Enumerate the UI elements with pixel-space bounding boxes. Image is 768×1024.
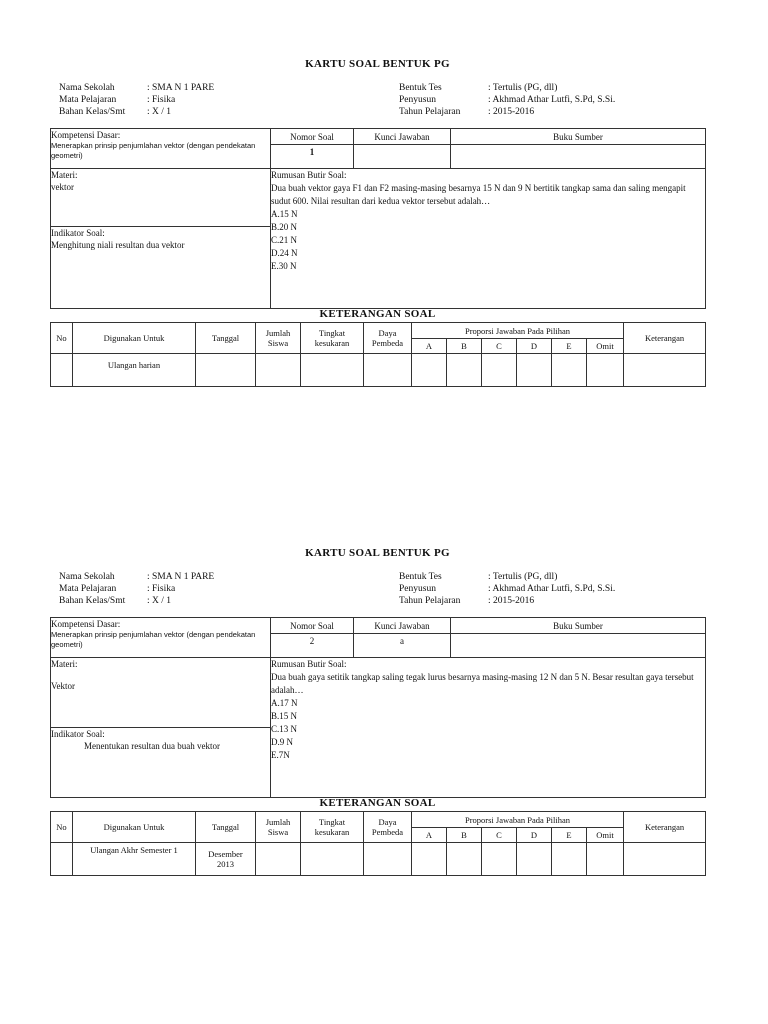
keterangan-table [50,322,706,387]
rumusan-cell [271,169,706,309]
ket-cell [412,843,447,876]
rumusan-text: Dua buah gaya setitik tangkap saling tegak lurus besarnya masing-masing 12 N dan 5 N. Besar resultan gaya tersebut adalah… [271,672,694,695]
ket-header-tingkat: Tingkat kesukaran [301,323,364,354]
keterangan-title: KETERANGAN SOAL [319,797,436,809]
ket-header-tanggal: Tanggal [196,323,256,354]
ket-row-digunakan: Ulangan Akhr Semester 1 [73,843,196,876]
ket-cell [364,354,412,387]
meta-label: Bentuk Tes [399,83,442,93]
indikator-label: Indikator Soal: [51,729,105,739]
ket-header-tanggal: Tanggal [196,812,256,843]
question-card-2 [50,547,705,877]
ket-row-tanggal: Desember 2013 [196,843,256,876]
materi-label: Materi: [51,170,78,180]
meta-label: Nama Sekolah [59,83,115,93]
ket-header-jumlah: Jumlah Siswa [256,812,301,843]
ket-row-tanggal [196,354,256,387]
ket-cell [587,354,624,387]
question-table [50,617,706,798]
option-e: E.30 N [271,261,297,271]
materi-label: Materi: [51,659,78,669]
meta-label: Bahan Kelas/Smt [59,107,126,117]
meta-value: : SMA N 1 PARE [147,572,215,582]
meta-value: : Akhmad Athar Lutfi, S.Pd, S.Si. [488,95,616,105]
meta-value: : 2015-2016 [488,107,535,117]
ket-cell [301,843,364,876]
meta-left [59,571,214,607]
meta-right [399,82,615,118]
ket-cell [552,843,587,876]
ket-cell [624,354,706,387]
kompetensi-cell [51,129,271,169]
ket-cell [517,843,552,876]
materi-value: Vektor [51,681,75,691]
ket-opt-e: E [552,828,587,843]
buku-sumber-value [451,145,706,169]
indikator-cell [51,728,271,798]
indikator-label: Indikator Soal: [51,228,105,238]
rumusan-label: Rumusan Butir Soal: [271,659,347,669]
option-c: C.21 N [271,235,298,245]
ket-row-no [51,843,73,876]
meta-label: Tahun Pelajaran [399,107,461,117]
materi-cell [51,169,271,227]
ket-header-proporsi: Proporsi Jawaban Pada Pilihan [412,812,624,828]
meta-label: Tahun Pelajaran [399,596,461,606]
buku-sumber-value [451,634,706,658]
materi-value: vektor [51,182,74,192]
kompetensi-text: Menerapkan prinsip penjumlahan vektor (dengan pendekatan geometri) [51,630,256,649]
indikator-cell [51,227,271,309]
ket-opt-e: E [552,339,587,354]
ket-header-digunakan: Digunakan Untuk [73,323,196,354]
meta-label: Bentuk Tes [399,572,442,582]
kompetensi-label: Kompetensi Dasar: [51,130,121,140]
kunci-jawaban-value: a [354,634,451,658]
ket-opt-d: D [517,828,552,843]
materi-cell [51,658,271,728]
ket-cell [482,354,517,387]
meta-label: Penyusun [399,95,436,105]
nomor-soal-header: Nomor Soal [271,618,354,634]
indikator-value: Menentukan resultan dua buah vektor [84,741,220,751]
ket-opt-b: B [447,339,482,354]
keterangan-title: KETERANGAN SOAL [319,308,436,320]
option-a: A.17 N [271,698,298,708]
keterangan-table [50,811,706,876]
option-c: C.13 N [271,724,298,734]
option-e: E.7N [271,750,290,760]
kompetensi-text: Menerapkan prinsip penjumlahan vektor (dengan pendekatan geometri) [51,141,256,160]
ket-header-proporsi: Proporsi Jawaban Pada Pilihan [412,323,624,339]
ket-cell [412,354,447,387]
ket-opt-a: A [412,339,447,354]
ket-opt-omit: Omit [587,828,624,843]
ket-cell [447,354,482,387]
meta-value: : X / 1 [147,107,172,117]
ket-cell [364,843,412,876]
ket-cell [301,354,364,387]
meta-label: Bahan Kelas/Smt [59,596,126,606]
ket-row-digunakan: Ulangan harian [73,354,196,387]
option-a: A.15 N [271,209,298,219]
nomor-soal-value: 2 [271,634,354,658]
meta-value: : X / 1 [147,596,172,606]
buku-sumber-header: Buku Sumber [451,618,706,634]
ket-header-keterangan: Keterangan [624,812,706,843]
kunci-jawaban-value [354,145,451,169]
ket-cell [256,354,301,387]
ket-header-tingkat: Tingkat kesukaran [301,812,364,843]
meta-value: : Tertulis (PG, dll) [488,572,558,582]
card-title: KARTU SOAL BENTUK PG [305,547,450,559]
meta-left [59,82,214,118]
option-d: D.24 N [271,248,298,258]
kunci-jawaban-header: Kunci Jawaban [354,129,451,145]
meta-label: Mata Pelajaran [59,95,117,105]
ket-header-jumlah: Jumlah Siswa [256,323,301,354]
ket-row-no [51,354,73,387]
ket-opt-omit: Omit [587,339,624,354]
ket-cell [256,843,301,876]
meta-right [399,571,615,607]
meta-value: : SMA N 1 PARE [147,83,215,93]
option-b: B.15 N [271,711,298,721]
ket-opt-b: B [447,828,482,843]
ket-cell [624,843,706,876]
ket-cell [587,843,624,876]
card-title: KARTU SOAL BENTUK PG [305,58,450,70]
meta-label: Nama Sekolah [59,572,115,582]
meta-label: Penyusun [399,584,436,594]
question-card-1 [50,58,705,388]
meta-value: : Fisika [147,584,176,594]
kompetensi-label: Kompetensi Dasar: [51,619,121,629]
ket-cell [482,843,517,876]
ket-cell [447,843,482,876]
rumusan-cell [271,658,706,798]
nomor-soal-header: Nomor Soal [271,129,354,145]
ket-opt-c: C [482,828,517,843]
kompetensi-cell [51,618,271,658]
nomor-soal-value: 1 [271,145,354,169]
meta-value: : 2015-2016 [488,596,535,606]
ket-opt-d: D [517,339,552,354]
ket-cell [552,354,587,387]
ket-header-keterangan: Keterangan [624,323,706,354]
rumusan-text: Dua buah vektor gaya F1 dan F2 masing-masing besarnya 15 N dan 9 N bertitik tangkap sama dan saling mengapit sudut 600. Nilai resultan dari kedua vektor tersebut adalah… [271,183,686,206]
option-d: D.9 N [271,737,293,747]
ket-cell [517,354,552,387]
meta-value: : Akhmad Athar Lutfi, S.Pd, S.Si. [488,584,616,594]
meta-value: : Tertulis (PG, dll) [488,83,558,93]
ket-opt-a: A [412,828,447,843]
meta-label: Mata Pelajaran [59,584,117,594]
ket-header-daya: Daya Pembeda [364,323,412,354]
ket-header-digunakan: Digunakan Untuk [73,812,196,843]
buku-sumber-header: Buku Sumber [451,129,706,145]
ket-header-no: No [51,323,73,354]
rumusan-label: Rumusan Butir Soal: [271,170,347,180]
ket-header-no: No [51,812,73,843]
question-table [50,128,706,309]
meta-value: : Fisika [147,95,176,105]
ket-opt-c: C [482,339,517,354]
indikator-value: Menghitung niali resultan dua vektor [51,240,185,250]
ket-header-daya: Daya Pembeda [364,812,412,843]
option-b: B.20 N [271,222,298,232]
kunci-jawaban-header: Kunci Jawaban [354,618,451,634]
